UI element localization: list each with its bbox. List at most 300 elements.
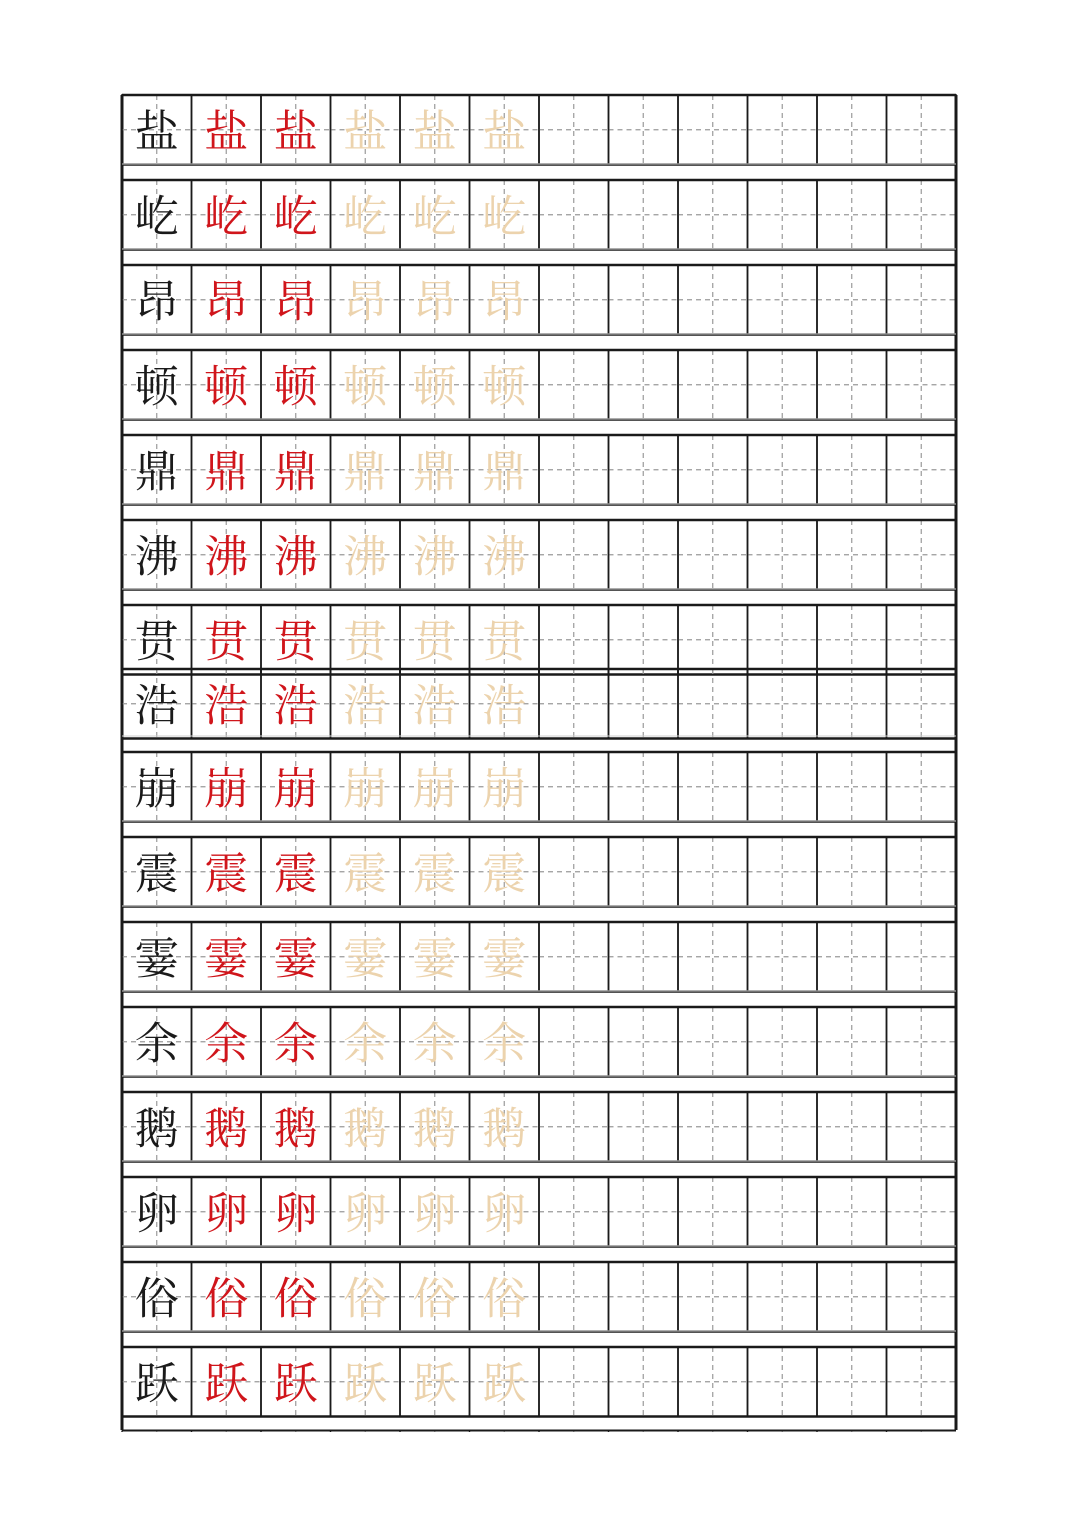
grid-cell[interactable] xyxy=(817,350,887,420)
practice-row xyxy=(122,736,956,822)
grid-cell xyxy=(122,180,192,250)
grid-cell xyxy=(261,95,331,165)
grid-cell xyxy=(470,1347,540,1417)
practice-row xyxy=(122,669,956,739)
grid-cell[interactable] xyxy=(539,837,609,907)
trace-character: 余 xyxy=(412,1018,457,1070)
red-example-character: 顿 xyxy=(204,361,249,413)
grid-cell[interactable] xyxy=(748,1177,818,1247)
trace-character: 鼎 xyxy=(412,446,457,498)
grid-cell xyxy=(122,1177,192,1247)
grid-cell[interactable] xyxy=(817,1092,887,1162)
practice-row xyxy=(122,164,956,250)
grid-cell[interactable] xyxy=(748,1347,818,1417)
grid-cell[interactable] xyxy=(817,265,887,335)
practice-row xyxy=(122,1246,956,1332)
trace-character: 沸 xyxy=(343,531,388,583)
grid-cell xyxy=(400,605,470,675)
model-character: 昂 xyxy=(134,276,179,328)
grid-cell xyxy=(470,265,540,335)
grid-cell xyxy=(470,1177,540,1247)
trace-character: 震 xyxy=(343,848,388,900)
grid-cell[interactable] xyxy=(539,922,609,992)
grid-cell xyxy=(400,1092,470,1162)
grid-cell xyxy=(470,752,540,822)
trace-character: 震 xyxy=(412,848,457,900)
grid-cell[interactable] xyxy=(678,752,748,822)
trace-character: 跃 xyxy=(343,1358,388,1410)
trace-character: 余 xyxy=(343,1018,388,1070)
grid-cell xyxy=(261,837,331,907)
red-example-character: 崩 xyxy=(273,763,318,815)
model-character: 屹 xyxy=(134,191,179,243)
grid-cell xyxy=(400,669,470,739)
red-example-character: 霎 xyxy=(273,933,318,985)
grid-cell[interactable] xyxy=(748,95,818,165)
grid-cell xyxy=(331,669,401,739)
grid-cell[interactable] xyxy=(678,837,748,907)
practice-row xyxy=(122,906,956,992)
trace-character: 昂 xyxy=(343,276,388,328)
grid-cell[interactable] xyxy=(539,265,609,335)
grid-cell xyxy=(470,837,540,907)
trace-character: 昂 xyxy=(412,276,457,328)
grid-cell[interactable] xyxy=(887,922,957,992)
grid-cell[interactable] xyxy=(817,1262,887,1332)
grid-cell xyxy=(331,350,401,420)
trace-character: 沸 xyxy=(482,531,527,583)
red-example-character: 鹅 xyxy=(204,1103,249,1155)
grid-cell[interactable] xyxy=(609,1347,679,1417)
grid-cell xyxy=(400,520,470,590)
red-example-character: 霎 xyxy=(204,933,249,985)
trace-character: 跃 xyxy=(482,1358,527,1410)
trace-character: 俗 xyxy=(482,1273,527,1325)
trace-character: 盐 xyxy=(412,106,457,158)
red-example-character: 盐 xyxy=(273,106,318,158)
grid-cell[interactable] xyxy=(678,520,748,590)
grid-cell xyxy=(261,922,331,992)
grid-cell xyxy=(331,837,401,907)
grid-cell[interactable] xyxy=(748,1007,818,1077)
grid-cell xyxy=(192,837,262,907)
grid-cell[interactable] xyxy=(539,435,609,505)
trace-character: 霎 xyxy=(343,933,388,985)
grid-cell xyxy=(261,669,331,739)
red-example-character: 顿 xyxy=(273,361,318,413)
trace-character: 俗 xyxy=(412,1273,457,1325)
grid-cell xyxy=(470,1092,540,1162)
grid-cell[interactable] xyxy=(817,180,887,250)
trace-character: 俗 xyxy=(343,1273,388,1325)
model-character: 顿 xyxy=(134,361,179,413)
grid-cell xyxy=(122,752,192,822)
grid-cell[interactable] xyxy=(748,669,818,739)
practice-row xyxy=(122,249,956,335)
grid-cell xyxy=(470,435,540,505)
practice-row xyxy=(122,419,956,505)
red-example-character: 崩 xyxy=(204,763,249,815)
grid-cell xyxy=(400,1007,470,1077)
grid-cell xyxy=(122,265,192,335)
grid-cell[interactable] xyxy=(678,669,748,739)
model-character: 贯 xyxy=(134,616,179,668)
red-example-character: 卵 xyxy=(273,1188,318,1240)
red-example-character: 鹅 xyxy=(273,1103,318,1155)
grid-cell xyxy=(122,95,192,165)
grid-cell[interactable] xyxy=(887,520,957,590)
grid-cell[interactable] xyxy=(609,350,679,420)
trace-character: 崩 xyxy=(343,763,388,815)
grid-cell xyxy=(470,1262,540,1332)
grid-cell[interactable] xyxy=(678,435,748,505)
practice-row xyxy=(122,1076,956,1162)
grid-cell xyxy=(400,1347,470,1417)
grid-cell[interactable] xyxy=(539,605,609,675)
grid-cell[interactable] xyxy=(748,265,818,335)
model-character: 鹅 xyxy=(134,1103,179,1155)
trace-character: 崩 xyxy=(482,763,527,815)
trace-character: 盐 xyxy=(482,106,527,158)
grid-cell xyxy=(400,1177,470,1247)
grid-cell[interactable] xyxy=(817,1007,887,1077)
red-example-character: 沸 xyxy=(204,531,249,583)
grid-cell[interactable] xyxy=(678,605,748,675)
grid-cell[interactable] xyxy=(539,1092,609,1162)
grid-cell[interactable] xyxy=(609,265,679,335)
grid-cell xyxy=(122,1347,192,1417)
trace-character: 贯 xyxy=(412,616,457,668)
grid-cell xyxy=(192,95,262,165)
red-example-character: 俗 xyxy=(273,1273,318,1325)
trace-character: 顿 xyxy=(482,361,527,413)
grid-cell[interactable] xyxy=(609,669,679,739)
grid-cell[interactable] xyxy=(887,669,957,739)
red-example-character: 震 xyxy=(273,848,318,900)
trace-character: 鹅 xyxy=(412,1103,457,1155)
grid-cell xyxy=(192,180,262,250)
grid-cell[interactable] xyxy=(817,1177,887,1247)
grid-cell[interactable] xyxy=(817,669,887,739)
model-character: 崩 xyxy=(134,763,179,815)
grid-cell[interactable] xyxy=(539,1177,609,1247)
grid-cell[interactable] xyxy=(678,1347,748,1417)
grid-cell[interactable] xyxy=(678,350,748,420)
grid-cell[interactable] xyxy=(887,180,957,250)
red-example-character: 跃 xyxy=(204,1358,249,1410)
grid-cell[interactable] xyxy=(678,922,748,992)
grid-cell[interactable] xyxy=(539,520,609,590)
grid-cell xyxy=(261,1177,331,1247)
grid-cell xyxy=(122,1007,192,1077)
grid-cell xyxy=(122,435,192,505)
grid-cell[interactable] xyxy=(887,265,957,335)
grid-cell[interactable] xyxy=(539,95,609,165)
grid-cell[interactable] xyxy=(817,1347,887,1417)
red-example-character: 跃 xyxy=(273,1358,318,1410)
grid-cell xyxy=(400,837,470,907)
grid-cell xyxy=(192,1177,262,1247)
grid-cell xyxy=(192,1347,262,1417)
grid-cell[interactable] xyxy=(609,95,679,165)
grid-cell[interactable] xyxy=(817,837,887,907)
grid-cell[interactable] xyxy=(609,605,679,675)
model-character: 余 xyxy=(134,1018,179,1070)
grid-cell xyxy=(331,435,401,505)
grid-cell xyxy=(331,1177,401,1247)
grid-cell[interactable] xyxy=(887,1007,957,1077)
grid-cell xyxy=(261,1007,331,1077)
red-example-character: 昂 xyxy=(204,276,249,328)
grid-cell xyxy=(331,1262,401,1332)
grid-cell[interactable] xyxy=(678,265,748,335)
trace-character: 跃 xyxy=(412,1358,457,1410)
grid-cell xyxy=(470,350,540,420)
grid-cell xyxy=(261,1347,331,1417)
model-character: 沸 xyxy=(134,531,179,583)
grid-cell[interactable] xyxy=(539,180,609,250)
red-example-character: 鼎 xyxy=(204,446,249,498)
grid-cell xyxy=(261,435,331,505)
grid-cell[interactable] xyxy=(609,1007,679,1077)
grid-cell xyxy=(122,922,192,992)
grid-cell[interactable] xyxy=(539,350,609,420)
practice-row xyxy=(122,821,956,907)
red-example-character: 盐 xyxy=(204,106,249,158)
red-example-character: 浩 xyxy=(204,680,249,732)
grid-cell[interactable] xyxy=(748,605,818,675)
grid-cell[interactable] xyxy=(609,837,679,907)
trace-character: 鼎 xyxy=(482,446,527,498)
grid-cell[interactable] xyxy=(817,605,887,675)
trace-character: 贯 xyxy=(343,616,388,668)
grid-cell[interactable] xyxy=(748,180,818,250)
grid-cell[interactable] xyxy=(887,1262,957,1332)
grid-cell xyxy=(122,1092,192,1162)
grid-cell[interactable] xyxy=(887,350,957,420)
model-character: 卵 xyxy=(134,1188,179,1240)
red-example-character: 屹 xyxy=(273,191,318,243)
red-example-character: 屹 xyxy=(204,191,249,243)
grid-cell xyxy=(400,350,470,420)
grid-cell[interactable] xyxy=(678,1092,748,1162)
trace-character: 屹 xyxy=(412,191,457,243)
grid-cell xyxy=(331,1092,401,1162)
model-character: 霎 xyxy=(134,933,179,985)
grid-cell xyxy=(261,180,331,250)
grid-cell xyxy=(261,1092,331,1162)
grid-cell[interactable] xyxy=(539,1262,609,1332)
grid-cell[interactable] xyxy=(817,520,887,590)
grid-cell[interactable] xyxy=(539,752,609,822)
model-character: 跃 xyxy=(134,1358,179,1410)
grid-cell[interactable] xyxy=(748,520,818,590)
grid-cell xyxy=(400,435,470,505)
red-example-character: 余 xyxy=(273,1018,318,1070)
grid-cell[interactable] xyxy=(817,435,887,505)
practice-row xyxy=(122,334,956,420)
grid-cell[interactable] xyxy=(748,350,818,420)
trace-character: 卵 xyxy=(343,1188,388,1240)
grid-cell[interactable] xyxy=(678,180,748,250)
grid-cell xyxy=(192,350,262,420)
practice-row xyxy=(122,1161,956,1247)
grid-cell[interactable] xyxy=(609,520,679,590)
grid-cell xyxy=(470,180,540,250)
red-example-character: 昂 xyxy=(273,276,318,328)
grid-cell[interactable] xyxy=(609,752,679,822)
grid-cell xyxy=(261,350,331,420)
trace-character: 浩 xyxy=(343,680,388,732)
grid-cell xyxy=(261,1262,331,1332)
grid-cell xyxy=(331,180,401,250)
practice-row xyxy=(122,1331,956,1417)
trace-character: 顿 xyxy=(412,361,457,413)
grid-cell xyxy=(400,95,470,165)
red-example-character: 卵 xyxy=(204,1188,249,1240)
grid-cell xyxy=(261,520,331,590)
grid-cell xyxy=(122,669,192,739)
grid-cell[interactable] xyxy=(887,1092,957,1162)
grid-cell[interactable] xyxy=(748,1092,818,1162)
trace-character: 浩 xyxy=(412,680,457,732)
red-example-character: 余 xyxy=(204,1018,249,1070)
grid-cell xyxy=(192,1092,262,1162)
grid-cell xyxy=(192,752,262,822)
grid-cell xyxy=(192,605,262,675)
trace-character: 余 xyxy=(482,1018,527,1070)
grid-cell[interactable] xyxy=(678,1177,748,1247)
red-example-character: 浩 xyxy=(273,680,318,732)
grid-cell xyxy=(331,265,401,335)
grid-cell[interactable] xyxy=(887,435,957,505)
trace-character: 顿 xyxy=(343,361,388,413)
grid-cell[interactable] xyxy=(609,1262,679,1332)
trace-character: 屹 xyxy=(343,191,388,243)
model-character: 俗 xyxy=(134,1273,179,1325)
trace-character: 鹅 xyxy=(482,1103,527,1155)
grid-cell xyxy=(331,922,401,992)
grid-cell[interactable] xyxy=(817,752,887,822)
trace-character: 崩 xyxy=(412,763,457,815)
grid-cell xyxy=(192,922,262,992)
grid-cell[interactable] xyxy=(539,1007,609,1077)
grid-cell[interactable] xyxy=(748,1262,818,1332)
grid-cell[interactable] xyxy=(887,837,957,907)
grid-cell xyxy=(400,180,470,250)
grid-cell xyxy=(400,922,470,992)
grid-cell[interactable] xyxy=(748,435,818,505)
grid-cell xyxy=(331,95,401,165)
trace-character: 盐 xyxy=(343,106,388,158)
red-example-character: 贯 xyxy=(273,616,318,668)
grid-cell[interactable] xyxy=(817,922,887,992)
trace-character: 霎 xyxy=(482,933,527,985)
grid-cell xyxy=(331,1007,401,1077)
grid-cell xyxy=(261,265,331,335)
grid-cell xyxy=(470,1007,540,1077)
grid-cell xyxy=(331,520,401,590)
grid-cell[interactable] xyxy=(609,180,679,250)
model-character: 浩 xyxy=(134,680,179,732)
grid-cell xyxy=(261,752,331,822)
grid-cell[interactable] xyxy=(887,1177,957,1247)
grid-cell[interactable] xyxy=(817,95,887,165)
grid-cell xyxy=(261,605,331,675)
grid-cell xyxy=(122,350,192,420)
grid-cell[interactable] xyxy=(887,95,957,165)
grid-cell xyxy=(192,1007,262,1077)
model-character: 盐 xyxy=(134,106,179,158)
grid-cell[interactable] xyxy=(609,435,679,505)
red-example-character: 俗 xyxy=(204,1273,249,1325)
grid-cell xyxy=(192,669,262,739)
grid-cell[interactable] xyxy=(609,922,679,992)
red-example-character: 鼎 xyxy=(273,446,318,498)
grid-cell xyxy=(331,605,401,675)
grid-cell xyxy=(400,265,470,335)
grid-cell xyxy=(470,669,540,739)
grid-cell xyxy=(470,922,540,992)
grid-cell xyxy=(122,520,192,590)
red-example-character: 贯 xyxy=(204,616,249,668)
continuation-row xyxy=(122,1431,956,1433)
model-character: 鼎 xyxy=(134,446,179,498)
practice-row xyxy=(122,504,956,590)
trace-character: 浩 xyxy=(482,680,527,732)
grid-cell[interactable] xyxy=(678,1007,748,1077)
grid-cell[interactable] xyxy=(609,1177,679,1247)
grid-cell[interactable] xyxy=(748,922,818,992)
grid-cell xyxy=(400,752,470,822)
grid-cell[interactable] xyxy=(539,669,609,739)
grid-cell[interactable] xyxy=(887,1347,957,1417)
trace-character: 卵 xyxy=(482,1188,527,1240)
grid-cell[interactable] xyxy=(678,95,748,165)
trace-character: 贯 xyxy=(482,616,527,668)
grid-cell xyxy=(331,1347,401,1417)
grid-cell xyxy=(192,520,262,590)
grid-cell xyxy=(470,520,540,590)
grid-cell[interactable] xyxy=(609,1092,679,1162)
grid-cell[interactable] xyxy=(887,752,957,822)
grid-cell[interactable] xyxy=(748,837,818,907)
grid-cell xyxy=(400,1262,470,1332)
grid-cell[interactable] xyxy=(678,1262,748,1332)
grid-cell xyxy=(192,1262,262,1332)
model-character: 震 xyxy=(134,848,179,900)
trace-character: 昂 xyxy=(482,276,527,328)
grid-cell[interactable] xyxy=(539,1347,609,1417)
grid-cell[interactable] xyxy=(748,752,818,822)
practice-row xyxy=(122,95,956,165)
practice-row xyxy=(122,991,956,1077)
red-example-character: 震 xyxy=(204,848,249,900)
grid-cell xyxy=(122,1262,192,1332)
trace-character: 沸 xyxy=(412,531,457,583)
practice-row xyxy=(122,589,956,675)
grid-cell xyxy=(331,752,401,822)
grid-cell[interactable] xyxy=(887,605,957,675)
grid-cell xyxy=(470,605,540,675)
grid-cell xyxy=(122,837,192,907)
trace-character: 鹅 xyxy=(343,1103,388,1155)
grid-cell xyxy=(122,605,192,675)
grid-cell xyxy=(192,265,262,335)
trace-character: 鼎 xyxy=(343,446,388,498)
trace-character: 震 xyxy=(482,848,527,900)
trace-character: 屹 xyxy=(482,191,527,243)
